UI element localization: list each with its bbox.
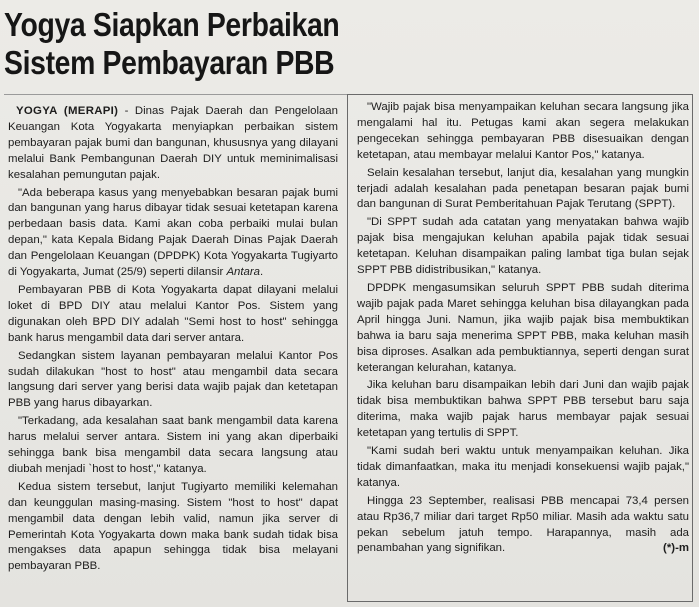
headline — [4, 6, 365, 82]
article-paragraph: Jika keluhan baru disampaikan lebih dari Juni dan wajib pajak tidak bisa membuktikan bahwa SPPT PBB tersebut baru saja diterima, maka wajib pajak harus membayar pajak sesuai ketetapan yang tertulis di SPPT. — [357, 379, 689, 440]
article-paragraph: Selain kesalahan tersebut, lanjut dia, kesalahan yang mungkin terjadi adalah kesalahan pada penetapan besaran pajak bumi dan bangunan di Surat Pemberitahuan Pajak Terutang (SPPT). — [357, 166, 689, 211]
article-paragraph: DPDPK mengasumsikan seluruh SPPT PBB sudah diterima wajib pajak pada Maret sehingga keluhan bisa dilayangkan pada April hingga Juni. Namun, jika wajib pajak bisa membuktikan bahwa ia baru saja menerima SPPT PBB, maka keluhan masih bisa diproses. Asalkan ada pembuktiannya, seperti dengan surat keterangan kelurahan, katanya. — [357, 281, 689, 374]
article-paragraph: Kedua sistem tersebut, lanjut Tugiyarto memiliki kelemahan dan keunggulan masing-masing. Sistem "host to host" dapat mengambil data dengan lebih valid, namun jika server di Pemerintah Kota Yogyakarta down maka bank sudah tidak bisa mengakses data apapun sehingga tidak bisa melayani pembayaran PBB. — [8, 480, 338, 573]
article-column-right — [357, 100, 689, 604]
article-paragraph: Sedangkan sistem layanan pembayaran melalui Kantor Pos sudah dilakukan "host to host" atau mengambil data secara langsung dari server yang berisi data wajib pajak dan ketetapan PBB yang harus dibayarkan. — [8, 349, 338, 410]
lead-text: Dinas Pajak Daerah dan Pengelolaan Keuangan Kota Yogyakarta menyiapkan perbaikan sistem pembayaran pajak bumi dan bangunan, khususnya yang dilayani melalui Bank Pembangunan Daerah DIY untuk meminimalisasi kesalahan pemungutan pajak. — [8, 105, 338, 181]
dateline-dash: - — [118, 105, 135, 117]
article-paragraph: "Wajib pajak bisa menyampaikan keluhan secara langsung jika mengalami hal itu. Petugas kami akan segera melakukan pengecekan sehingga pembayaran PBB disesuaikan dengan ketetapan, atau membayar melalui Kantor Pos," katanya. — [357, 101, 689, 161]
header-rule — [4, 94, 348, 95]
article-paragraph: "Terkadang, ada kesalahan saat bank mengambil data karena harus melalui server antara. Sistem ini yang akan diperbaiki sehingga bank bisa mengambil data secara langsung atau diubah menjadi `host to host'," katanya. — [8, 415, 338, 475]
lead-paragraph — [8, 104, 338, 184]
news-source: Antara — [226, 266, 260, 279]
article-paragraph: "Di SPPT sudah ada catatan yang menyatakan bahwa wajib pajak bisa mengajukan keluhan apabila pajak tidak sesuai ketetapan. Keluhan disampaikan paling lambat tiga bulan sejak SPPT PBB didistribusikan," katanya. — [357, 216, 689, 277]
headline-line-1: Yogya Siapkan Perbaikan — [4, 6, 340, 43]
dateline: YOGYA (MERAPI) — [16, 105, 119, 117]
article-paragraph: "Ada beberapa kasus yang menyebabkan besaran pajak bumi dan bangunan yang harus dibayar tidak sesuai ketetapan karena perbedaan basis data. Kami akan coba perbaiki mulai bulan depan," kata Kepala Bidang Pajak Daerah Dinas Pajak Daerah dan Pengelolaan Keuangan (DPDPK) Kota Yogyakarta Tugiyarto di Yogyakarta, Jumat (25/9) seperti dilansir Antara. — [8, 186, 338, 279]
article-paragraph: Hingga 23 September, realisasi PBB mencapai 73,4 persen atau Rp36,7 miliar dari target Rp50 miliar. Masih ada waktu satu pekan sebelum jatuh tempo. Harapannya, masih ada penambahan yang signifikan. (*)-m — [357, 494, 689, 558]
headline-line-2: Sistem Pembayaran PBB — [4, 44, 335, 81]
article-column-left — [8, 104, 338, 604]
author-signature: (*)-m — [663, 542, 689, 555]
article-paragraph: Pembayaran PBB di Kota Yogyakarta dapat dilayani melalui loket di BPD DIY atau melalui Kantor Pos. Sistem yang digunakan oleh BPD DIY adalah "Semi host to host" sehingga bank harus mengambil data dari server antara. — [8, 283, 338, 344]
article-paragraph: "Kami sudah beri waktu untuk menyampaikan keluhan. Jika tidak dimanfaatkan, maka itu menjadi konsekuensi wajib pajak," katanya. — [357, 445, 689, 489]
